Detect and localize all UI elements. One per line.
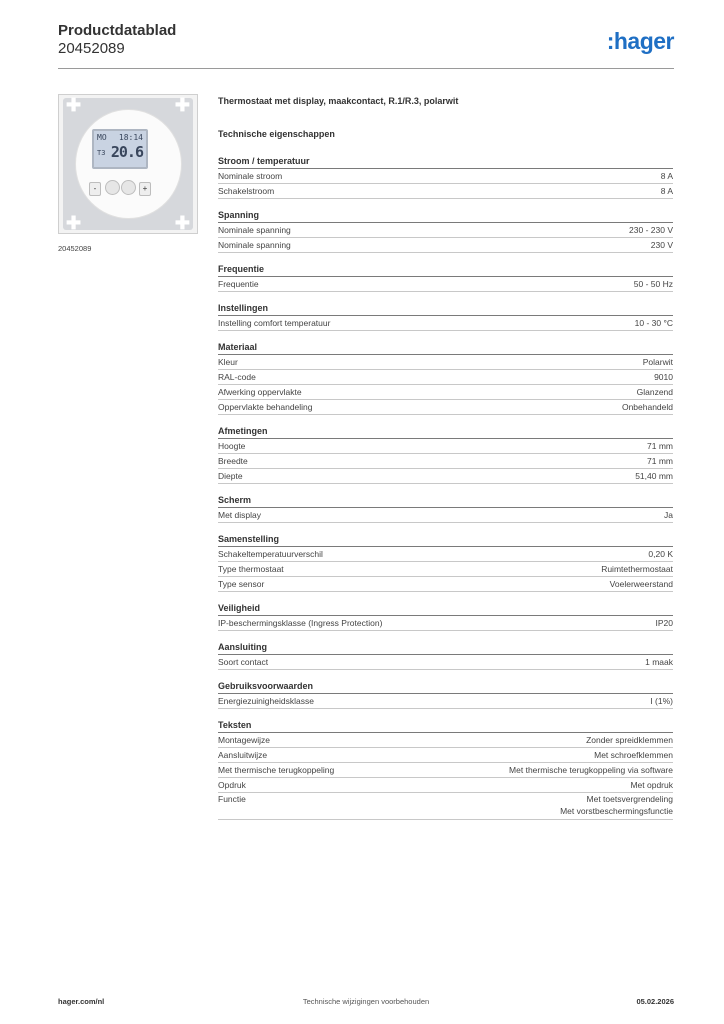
spec-label: Nominale spanning [218,240,291,250]
spec-label: Breedte [218,456,248,466]
spec-group [218,533,673,592]
footer-disclaimer: Technische wijzigingen voorbehouden [302,997,430,1006]
spec-value: Ja [664,510,673,520]
spec-label: Functie [218,794,246,804]
spec-label: Met thermische terugkoppeling [218,765,335,775]
cover-plate [63,95,193,233]
spec-row [218,355,673,370]
group-title: Instellingen [218,302,673,316]
spec-row [218,577,673,592]
spec-value: 51,40 mm [635,471,673,481]
lcd-time: 18:14 [118,133,143,142]
spec-value: Met thermische terugkoppeling via software [509,765,673,775]
spec-group [218,302,673,331]
spec-row [218,223,673,238]
spec-row [218,454,673,469]
thermostat-keys [89,180,151,200]
key-ok [121,180,136,195]
group-title: Teksten [218,719,673,733]
spec-value: Voelerweerstand [609,579,673,589]
spec-value: Ruimtethermostaat [601,564,673,574]
spec-label: Type sensor [218,579,265,589]
product-number: 20452089 [58,40,125,57]
spec-row [218,400,673,415]
spec-row [218,316,673,331]
spec-label: Schakeltemperatuurverschil [218,549,323,559]
spec-label: Type thermostaat [218,564,284,574]
spec-row [218,694,673,709]
spec-value: Met schroefklemmen [594,750,673,760]
spec-value: Met toetsvergrendeling Met vorstbeschermingsfunctie [560,794,673,816]
spec-row [218,385,673,400]
spec-label: Schakelstroom [218,186,275,196]
specifications [218,96,673,830]
group-title: Aansluiting [218,641,673,655]
spec-label: Energiezuinigheidsklasse [218,696,314,706]
spec-value: 8 A [660,186,673,196]
spec-label: Soort contact [218,657,269,667]
product-description: Thermostaat met display, maakcontact, R.1/R.3, polarwit [218,96,459,106]
corner-mark-icon: ✚ [66,95,82,115]
footer-date: 05.02.2026 [636,997,674,1006]
group-title: Materiaal [218,341,673,355]
spec-row [218,169,673,184]
spec-value: 50 - 50 Hz [633,279,673,289]
spec-row [218,748,673,763]
header-divider [58,68,674,69]
section-title: Technische eigenschappen [218,129,335,139]
spec-row [218,616,673,631]
corner-mark-icon: ✚ [174,213,190,233]
spec-label: Met display [218,510,261,520]
spec-value: Onbehandeld [621,402,673,412]
page-header [58,22,674,68]
spec-label: Diepte [218,471,243,481]
group-title: Samenstelling [218,533,673,547]
spec-value: I (1%) [650,696,673,706]
spec-value: Glanzend [636,387,673,397]
spec-group [218,680,673,709]
spec-row [218,547,673,562]
spec-group [218,209,673,253]
spec-label: Montagewijze [218,735,270,745]
spec-row [218,370,673,385]
spec-row [218,763,673,778]
spec-row [218,655,673,670]
group-title: Stroom / temperatuur [218,155,673,169]
spec-row [218,439,673,454]
spec-row [218,733,673,748]
spec-value: 230 - 230 V [629,225,673,235]
spec-value: 1 maak [645,657,673,667]
group-title: Spanning [218,209,673,223]
spec-row [218,778,673,793]
spec-label: Frequentie [218,279,259,289]
spec-label: Afwerking oppervlakte [218,387,302,397]
spec-value: Zonder spreidklemmen [586,735,673,745]
group-title: Frequentie [218,263,673,277]
key-plus: + [139,182,151,196]
image-caption: 20452089 [58,244,92,253]
spec-value: IP20 [655,618,673,628]
spec-group [218,602,673,631]
lcd-program: T3 [97,149,106,157]
spec-groups [218,155,673,820]
spec-group [218,341,673,415]
spec-label: IP-beschermingsklasse (Ingress Protection) [218,618,383,628]
spec-value: 9010 [654,372,673,382]
spec-label: Aansluitwijze [218,750,268,760]
spec-group [218,641,673,670]
spec-row [218,238,673,253]
spec-row [218,562,673,577]
spec-label: Oppervlakte behandeling [218,402,313,412]
footer-website: hager.com/nl [58,997,105,1006]
lcd-temperature: 20.6 [110,143,143,161]
group-title: Veiligheid [218,602,673,616]
key-c [105,180,120,195]
lcd-day: MO [97,133,107,142]
thermostat-display [92,129,148,169]
spec-value: 71 mm [647,456,673,466]
spec-value: 230 V [650,240,673,250]
spec-group [218,263,673,292]
spec-label: Instelling comfort temperatuur [218,318,331,328]
spec-row [218,277,673,292]
spec-value: 8 A [660,171,673,181]
spec-value: 71 mm [647,441,673,451]
group-title: Afmetingen [218,425,673,439]
spec-label: RAL-code [218,372,256,382]
hager-logo: :hager [606,28,674,54]
spec-value: 0,20 K [648,549,673,559]
corner-mark-icon: ✚ [174,95,190,115]
spec-label: Nominale stroom [218,171,283,181]
spec-label: Nominale spanning [218,225,291,235]
spec-label: Opdruk [218,780,246,790]
spec-group [218,494,673,523]
spec-value: 10 - 30 °C [634,318,673,328]
spec-group [218,425,673,484]
spec-row [218,184,673,199]
page-footer [58,997,674,1011]
group-title: Scherm [218,494,673,508]
spec-row [218,793,673,820]
spec-group [218,719,673,820]
spec-value: Met opdruk [630,780,673,790]
product-image [58,94,198,234]
document-title: Productdatablad [58,22,177,39]
corner-mark-icon: ✚ [66,213,82,233]
spec-group [218,155,673,199]
spec-value: Polarwit [642,357,673,367]
spec-row [218,508,673,523]
spec-label: Hoogte [218,441,246,451]
spec-row [218,469,673,484]
spec-label: Kleur [218,357,238,367]
key-minus: - [89,182,101,196]
group-title: Gebruiksvoorwaarden [218,680,673,694]
